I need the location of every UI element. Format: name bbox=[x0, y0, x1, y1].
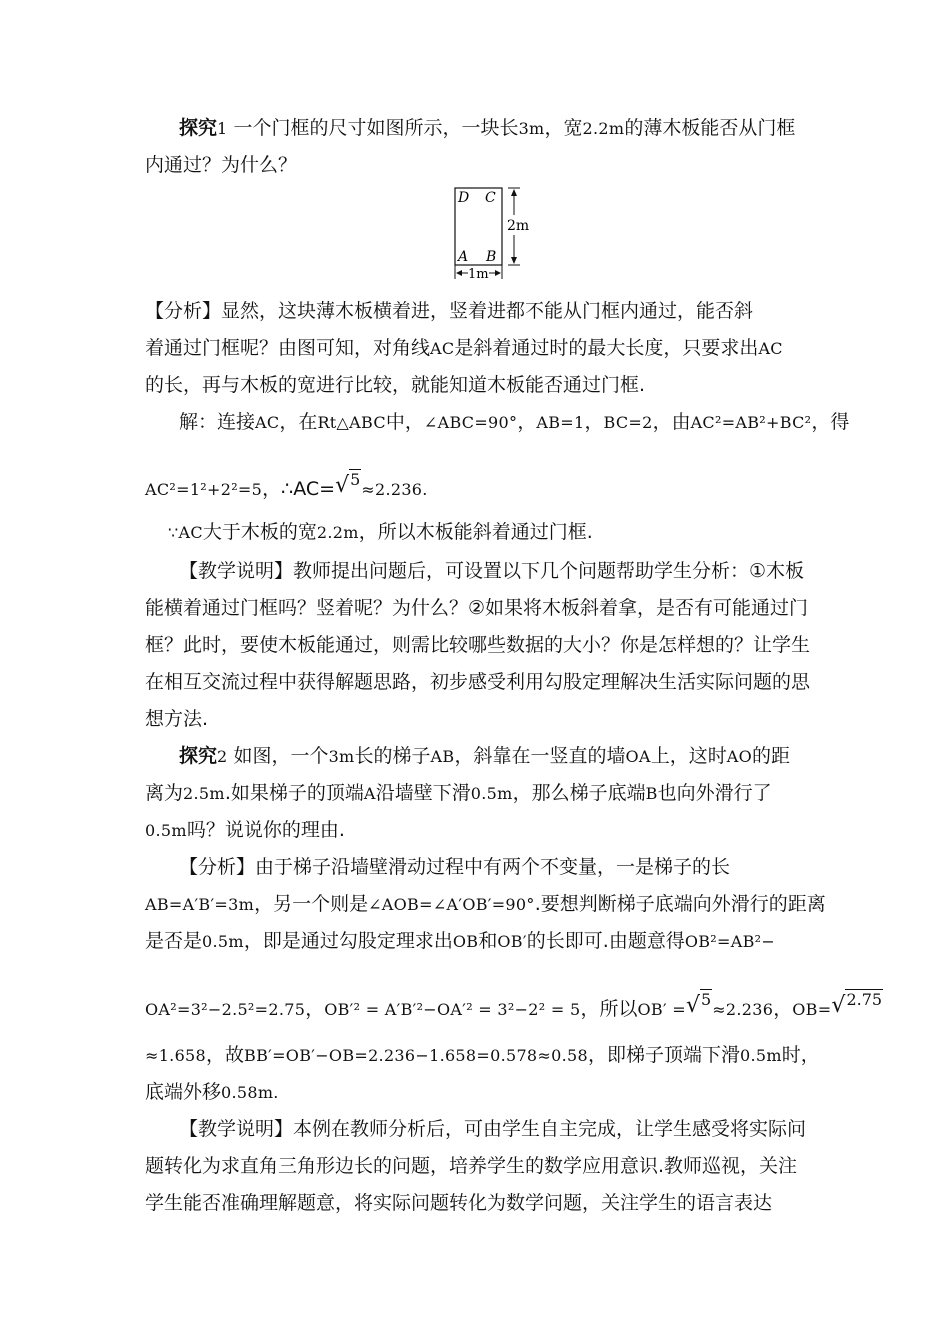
label-C: C bbox=[485, 190, 496, 206]
analysis-2-line-6: 底端外移0.58m. bbox=[145, 1081, 279, 1103]
label-D: D bbox=[458, 190, 470, 206]
exploration-1: 探究1 一个门框的尺寸如图所示，一块长3m，宽2.2m的薄木板能否从门框 内通过？为什么？ bbox=[145, 117, 796, 176]
solution-line-1: 解：连接AC，在Rt△ABC中，∠ABC=90°，AB=1，BC=2，由AC²=AB²+BC²，得 bbox=[179, 411, 850, 433]
label-A: A bbox=[458, 249, 469, 265]
teaching-note-1: 【教学说明】教师提出问题后，可设置以下几个问题帮助学生分析：①木板能横着通过门框吗？竖着呢？为什么？②如果将木板斜着拿，是否有可能通过门框？此时，要使木板能通过，则需比较哪些数据的大小？你是怎样想的？让学生在相互交流过程中获得解题思路，初步感受利用勾股定理解决生活实际问题的思想方法. bbox=[145, 560, 811, 730]
analysis-1: 【分析】显然，这块薄木板横着进，竖着进都不能从门框内通过，能否斜 着通过门框呢？由图可知，对角线AC是斜着通过时的最大长度，只要求出AC 的长，再与木板的宽进行比较，就能知道木板能否通过门框. bbox=[145, 300, 783, 396]
solution-line-3: ∵AC大于木板的宽2.2m，所以木板能斜着通过门框. bbox=[168, 521, 593, 543]
teaching-note-2: 【教学说明】本例在教师分析后，可由学生自主完成，让学生感受将实际问题转化为求直角三角形边长的问题，培养学生的数学应用意识.教师巡视，关注学生能否准确理解题意，将实际问题转化为数学问题，关注学生的语言表达 bbox=[145, 1118, 807, 1214]
sqrt-2-75: √2.75 bbox=[831, 990, 883, 1018]
solution-line-2: AC²=1²+2²=5，∴AC=√5≈2.236. bbox=[145, 465, 428, 505]
label-width: 1m bbox=[468, 267, 489, 282]
analysis-2-line-5: ≈1.658，故BB′=OB′−OB=2.236−1.658=0.578≈0.58，即梯子顶端下滑0.5m时， bbox=[145, 1044, 820, 1066]
label-B: B bbox=[486, 249, 497, 265]
sqrt-5-b: √5 bbox=[685, 990, 712, 1018]
analysis-2-line-4: OA²=3²−2.5²=2.75，OB′² = A′B′²−OA′² = 3²−2² = 5，所以OB′ =√5≈2.236，OB=√2.75 bbox=[145, 985, 883, 1025]
analysis-2-line-1: 【分析】由于梯子沿墙壁滑动过程中有两个不变量，一是梯子的长 bbox=[179, 856, 731, 878]
label-height: 2m bbox=[507, 218, 530, 234]
analysis-2-line-3: 是否是0.5m，即是通过勾股定理求出OB和OB′的长即可.由题意得OB²=AB²− bbox=[145, 930, 776, 952]
exploration-2: 探究2 如图，一个3m长的梯子AB，斜靠在一竖直的墙OA上，这时AO的距 离为2.5m.如果梯子的顶端A沿墙壁下滑0.5m，那么梯子底端B也向外滑行了 0.5m吗？说说你的理由. bbox=[145, 745, 791, 841]
sqrt-5: √5 bbox=[335, 470, 361, 498]
door-frame-figure bbox=[440, 185, 540, 285]
analysis-2-line-2: AB=A′B′=3m，另一个则是∠AOB=∠A′OB′=90°.要想判断梯子底端向外滑行的距离 bbox=[145, 893, 826, 915]
